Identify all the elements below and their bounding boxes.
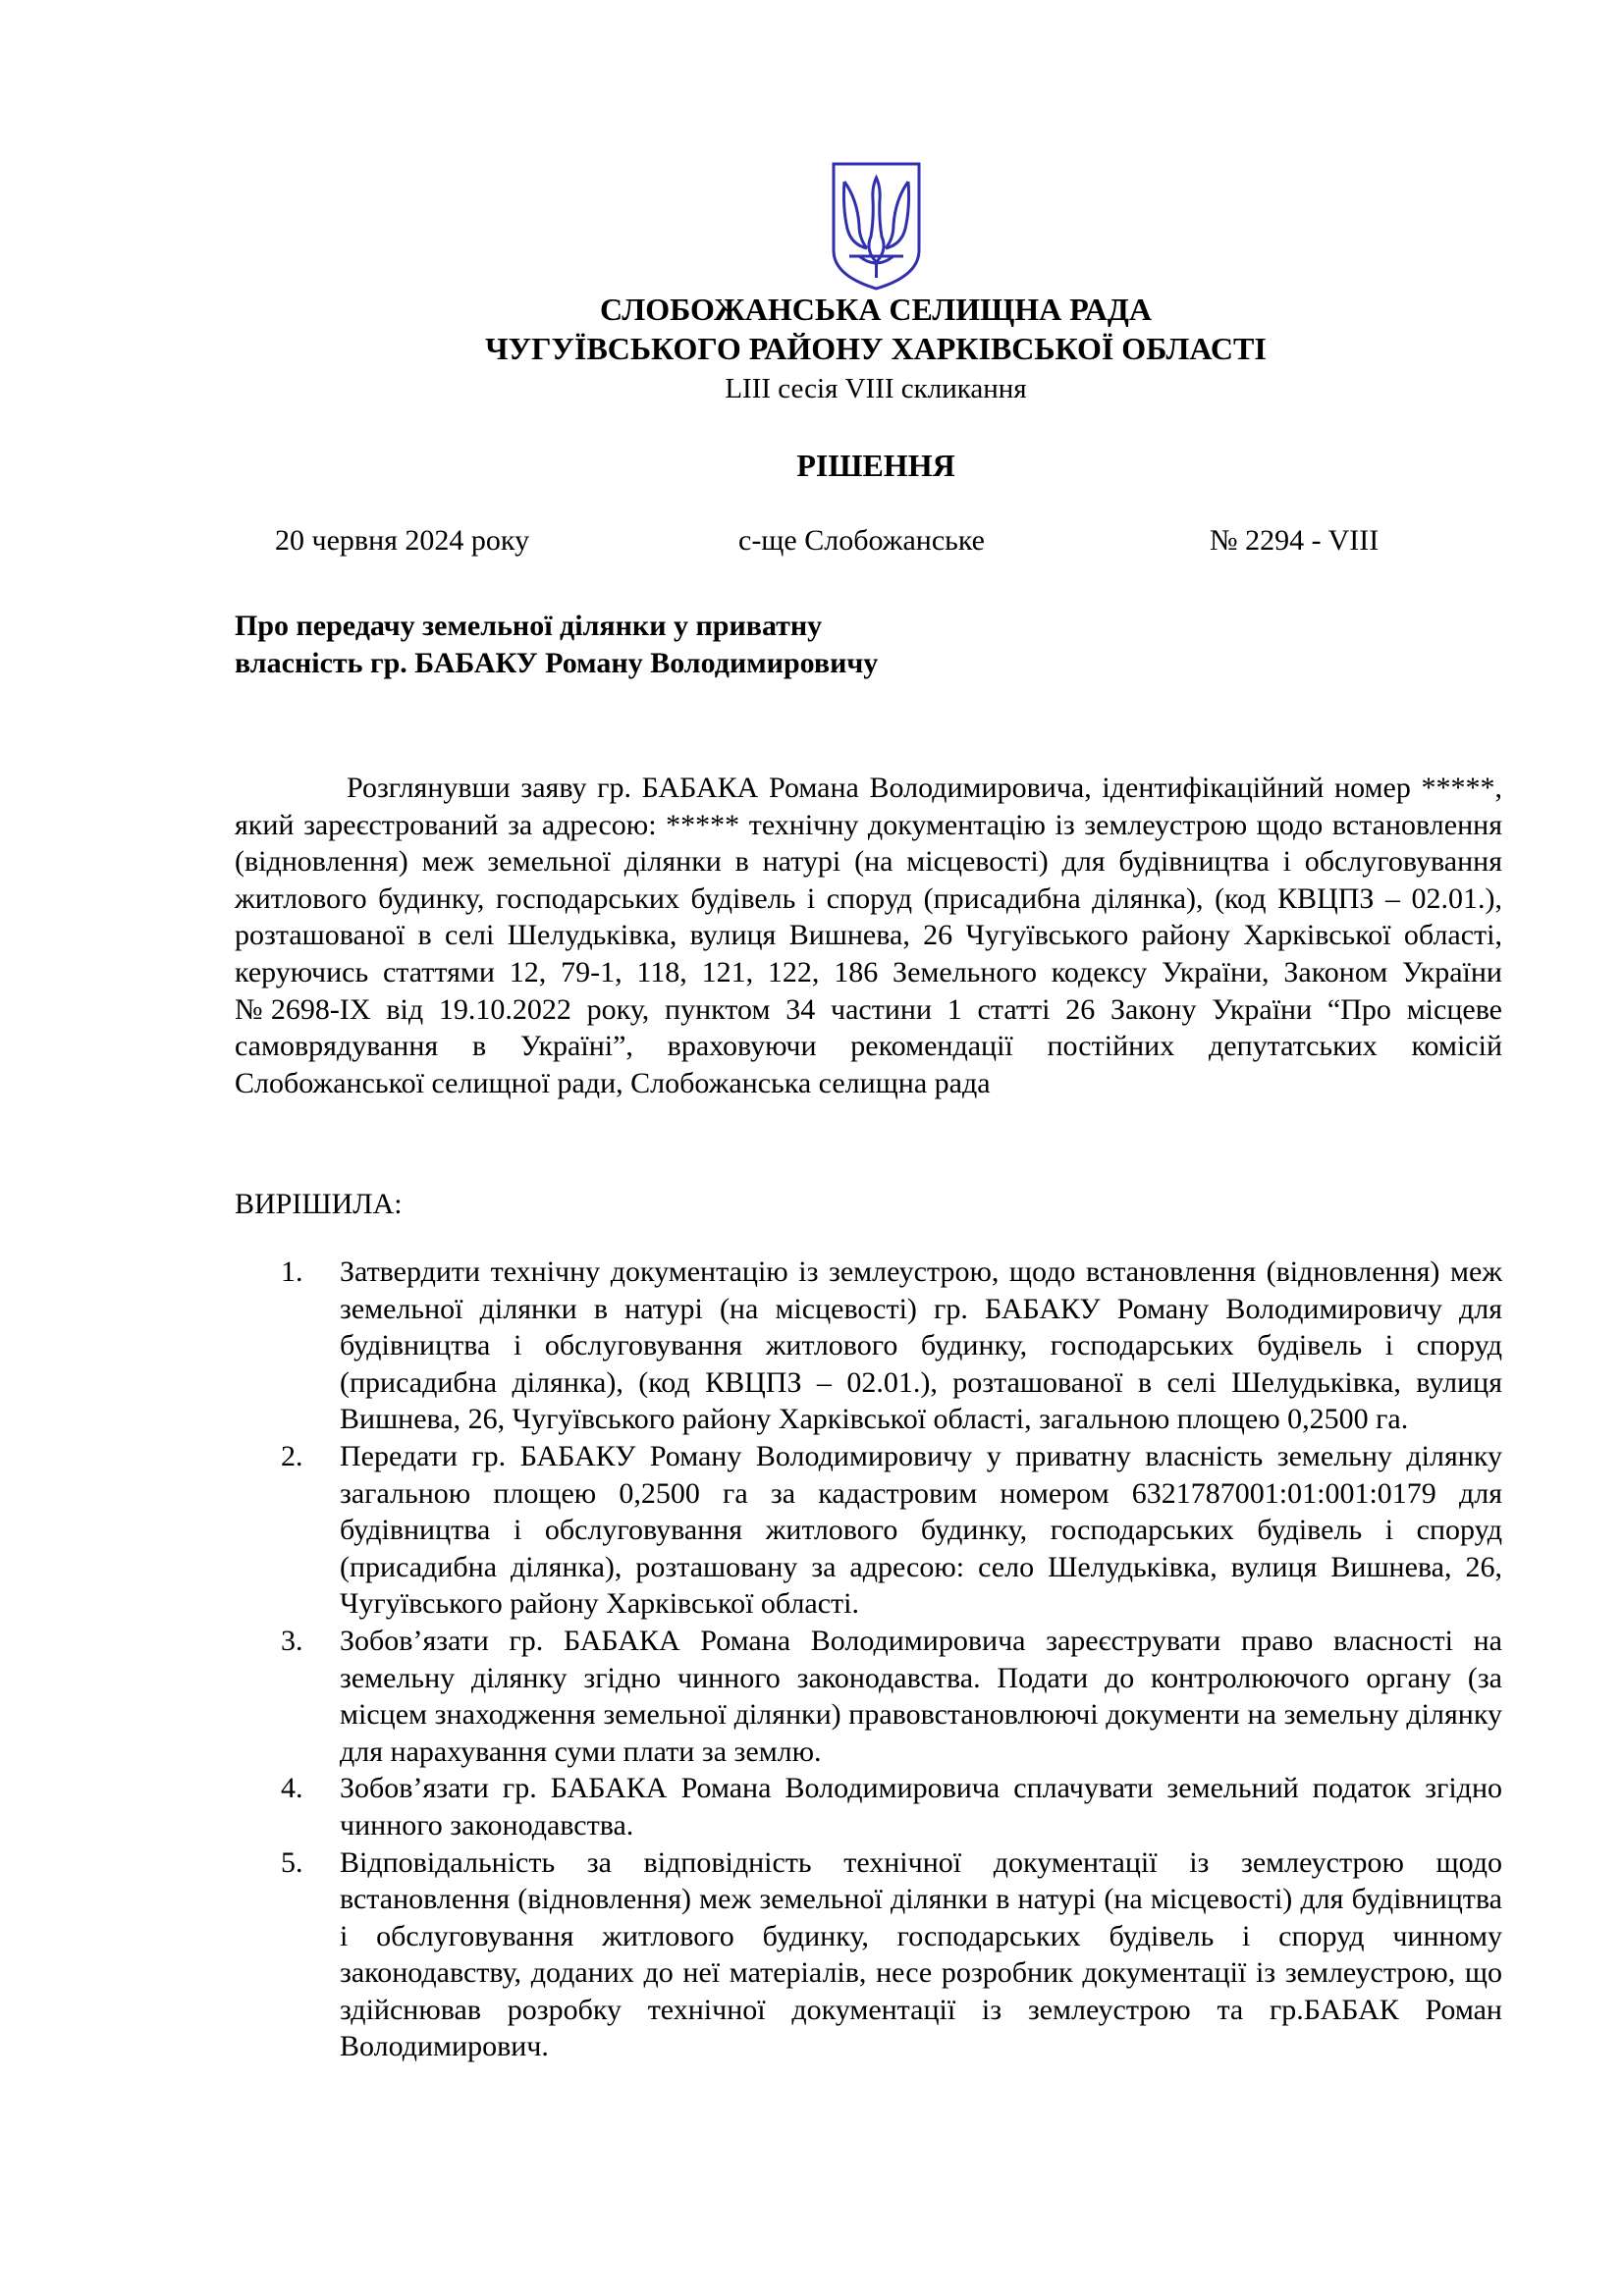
decision-place: с-ще Слобожанське <box>738 524 985 557</box>
item-text: Зобов’язати гр. БАБАКА Романа Володимировича сплачувати земельний податок згідно чинного законодавства. <box>340 1772 1502 1842</box>
document-type: РІШЕННЯ <box>796 448 955 483</box>
item-number: 2. <box>281 1439 303 1472</box>
item-text: Відповідальність за відповідність технічної документації із землеустрою щодо встановлення (відновлення) меж земельної ділянки в натурі (на місцевості) для будівництва і обслуговування житлового будинку, господарських будівель і споруд чинному законодавству, доданих до неї матеріалів, несе розробник документації із землеустрою, що здійснював розробку технічної документації із землеустрою та гр.БАБАК Роман Володимирович. <box>340 1845 1502 2063</box>
district-name: ЧУГУЇВСЬКОГО РАЙОНУ ХАРКІВСЬКОЇ ОБЛАСТІ <box>485 331 1267 366</box>
item-text: Передати гр. БАБАКУ Роману Володимировичу у приватну власність земельну ділянку загальною площею 0,2500 га за кадастровим номером 6321787001:01:001:0179 для будівництва і обслуговування житлового будинку, господарських будівель і споруд (присадибна ділянка), розташовану за адресою: село Шелудьківка, вулиця Вишнева, 26, Чугуївського району Харківської області. <box>340 1439 1502 1621</box>
decision-item <box>235 1254 1502 1438</box>
resolved-label: ВИРІШИЛА: <box>235 1188 403 1220</box>
item-text: Зобов’язати гр. БАБАКА Романа Володимировича зареєструвати право власності на земельну ділянку згідно чинного законодавства. Подати до контролюючого органу (за місцем знаходження земельної ділянки) правовстановлюючі документи на земельну ділянку для нарахування суми плати за землю. <box>340 1624 1502 1768</box>
preamble-paragraph: Розглянувши заяву гр. БАБАКА Романа Володимировича, ідентифікаційний номер *****, який зареєстрований за адресою: ***** технічну документацію із землеустрою щодо встановлення (відновлення) меж земельної ділянки в натурі (на місцевості) для будівництва і обслуговування житлового будинку, господарських будівель і споруд (присадибна ділянка), (код КВЦПЗ – 02.01.), розташованої в селі Шелудьківка, вулиця Вишнева, 26 Чугуївського району Харківської області, керуючись статтями 12, 79-1, 118, 121, 122, 186 Земельного кодексу України, Законом України №2698-IX від 19.10.2022 року, пунктом 34 частини 1 статті 26 Закону України “Про місцеве самоврядування в Україні”, враховуючи рекомендації постійних депутатських комісій Слобожанської селищної ради, Слобожанська селищна рада <box>235 772 1502 1099</box>
subject-line: власність гр. БАБАКУ Роману Володимировичу <box>235 647 879 679</box>
item-number: 1. <box>281 1255 303 1288</box>
decision-number: № 2294 - VIII <box>1210 524 1380 557</box>
council-name: СЛОБОЖАНСЬКА СЕЛИЩНА РАДА <box>600 292 1152 327</box>
decision-date: 20 червня 2024 року <box>275 524 530 557</box>
decision-item <box>235 1844 1502 2066</box>
item-text: Затвердити технічну документацію із землеустрою, щодо встановлення (відновлення) меж земельної ділянки в натурі (на місцевості) гр. БАБАКУ Роману Володимировичу для будівництва і обслуговування житлового будинку, господарських будівель і споруд (присадибна ділянка), (код КВЦПЗ – 02.01.), розташованої в селі Шелудьківка, вулиця Вишнева, 26, Чугуївського району Харківської області, загальною площею 0,2500 га. <box>340 1255 1502 1436</box>
decision-items <box>235 1254 1502 2065</box>
decision-subject <box>235 608 878 682</box>
decision-item <box>235 1438 1502 1623</box>
coat-of-arms-icon <box>830 160 923 293</box>
item-number: 5. <box>281 1845 303 1879</box>
decision-item <box>235 1770 1502 1843</box>
session-line: LIII сесія VIII скликання <box>725 373 1027 404</box>
item-number: 4. <box>281 1772 303 1805</box>
decision-item <box>235 1623 1502 1770</box>
subject-line: Про передачу земельної ділянки у приватну <box>235 610 823 642</box>
item-number: 3. <box>281 1624 303 1657</box>
